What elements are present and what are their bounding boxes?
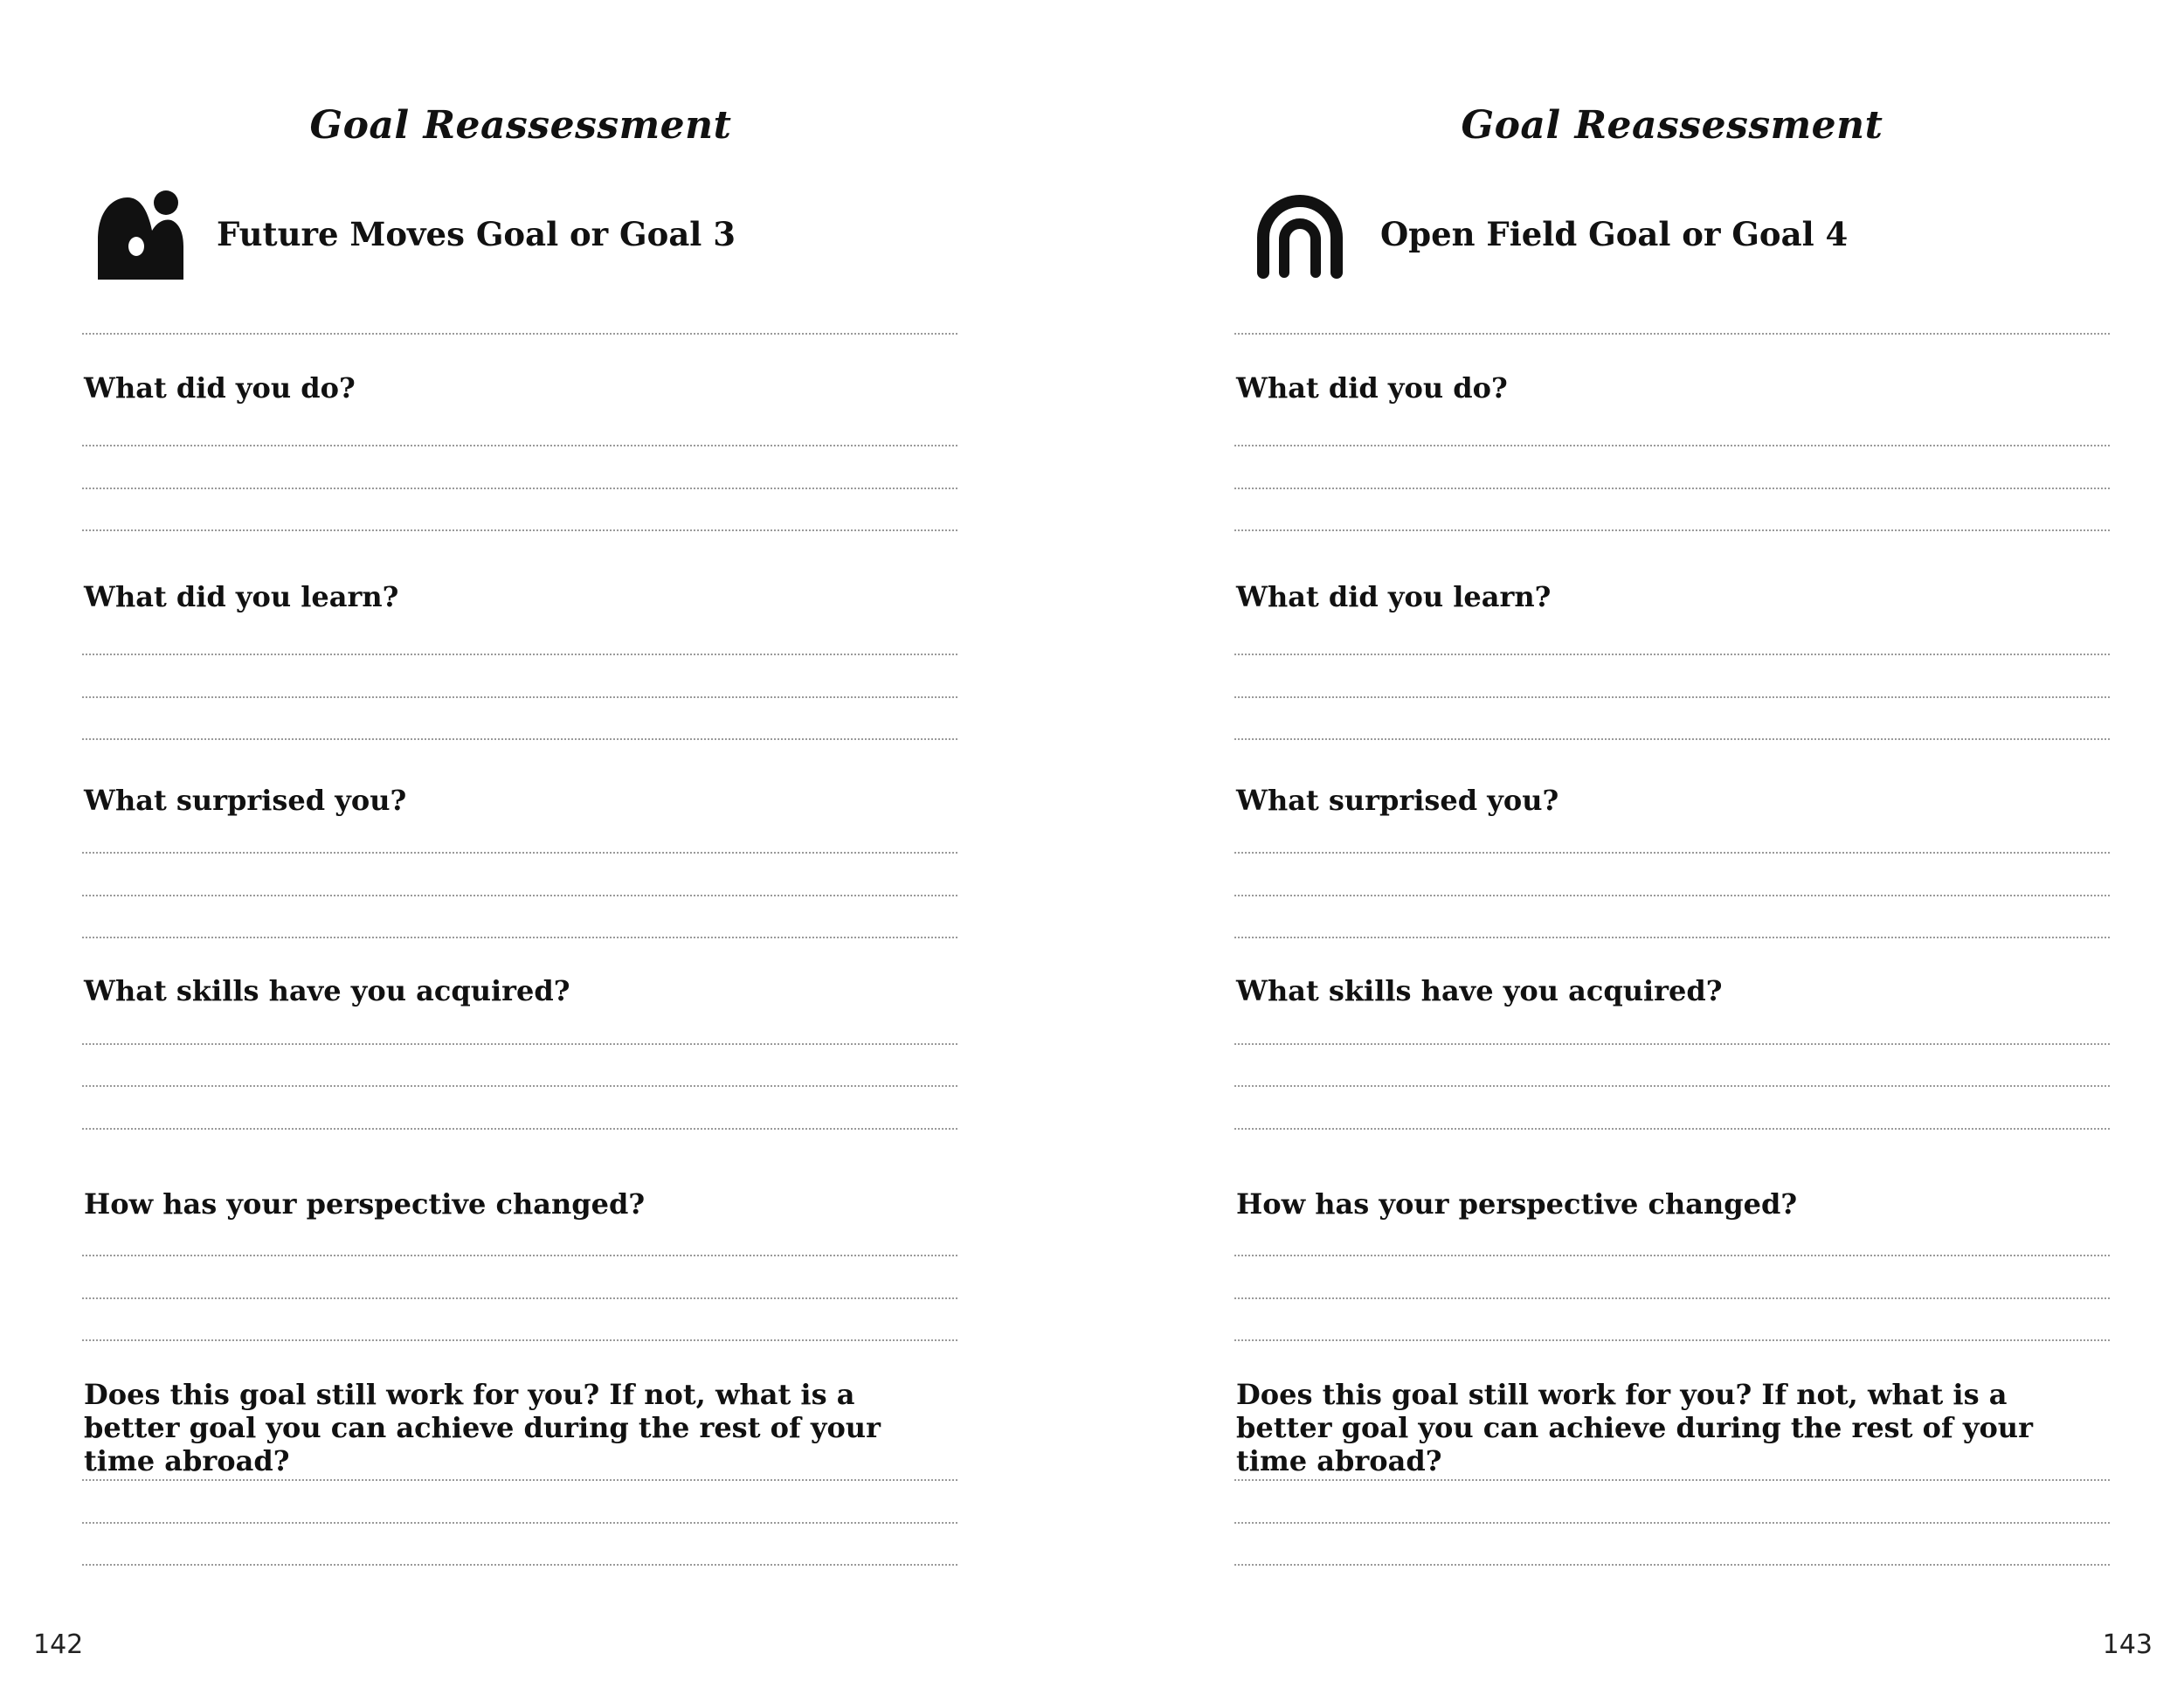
answer-line[interactable]	[82, 1255, 957, 1256]
answer-line[interactable]	[82, 696, 957, 698]
answer-line[interactable]	[1234, 852, 2110, 854]
answer-line[interactable]	[82, 1085, 957, 1087]
goal-title: Future Moves Goal or Goal 3	[217, 215, 736, 253]
answer-line[interactable]	[1234, 1564, 2110, 1566]
question-skills-acquired: What skills have you acquired?	[84, 974, 570, 1007]
question-goal-still-works: Does this goal still work for you? If not, what is a better goal you can achieve during the rest of your time abroad?	[84, 1378, 881, 1477]
answer-line[interactable]	[82, 738, 957, 740]
answer-line[interactable]	[1234, 738, 2110, 740]
answer-line[interactable]	[82, 654, 957, 655]
page-title: Goal Reassessment	[1461, 103, 1883, 148]
answer-line[interactable]	[82, 895, 957, 896]
answer-line[interactable]	[1234, 529, 2110, 531]
answer-line[interactable]	[82, 445, 957, 446]
answer-line[interactable]	[82, 1522, 957, 1524]
page-title: Goal Reassessment	[309, 103, 732, 148]
rainbow-arch-icon	[1254, 185, 1345, 283]
question-perspective-changed: How has your perspective changed?	[84, 1187, 646, 1221]
question-what-did-you-learn: What did you learn?	[1236, 580, 1552, 613]
answer-line[interactable]	[1234, 895, 2110, 896]
answer-line[interactable]	[1234, 696, 2110, 698]
answer-line[interactable]	[82, 1339, 957, 1341]
hills-sun-icon	[94, 185, 185, 283]
answer-line[interactable]	[82, 1564, 957, 1566]
answer-line[interactable]	[1234, 1522, 2110, 1524]
question-what-did-you-learn: What did you learn?	[84, 580, 399, 613]
question-what-surprised-you: What surprised you?	[84, 784, 407, 817]
question-goal-still-works: Does this goal still work for you? If not, what is a better goal you can achieve during the rest of your time abroad?	[1236, 1378, 2033, 1477]
question-what-did-you-do: What did you do?	[1236, 371, 1508, 405]
answer-line[interactable]	[82, 488, 957, 489]
answer-line[interactable]	[82, 529, 957, 531]
goal-title: Open Field Goal or Goal 4	[1380, 215, 1849, 253]
answer-line[interactable]	[1234, 1128, 2110, 1130]
question-what-surprised-you: What surprised you?	[1236, 784, 1559, 817]
goal-header	[94, 185, 736, 283]
question-skills-acquired: What skills have you acquired?	[1236, 974, 1723, 1007]
answer-line[interactable]	[1234, 654, 2110, 655]
page-number: 143	[2102, 1629, 2153, 1660]
answer-line[interactable]	[1234, 445, 2110, 446]
answer-line[interactable]	[82, 937, 957, 938]
answer-line[interactable]	[1234, 333, 2110, 335]
answer-line[interactable]	[1234, 1339, 2110, 1341]
answer-line[interactable]	[1234, 937, 2110, 938]
answer-line[interactable]	[82, 1043, 957, 1045]
answer-line[interactable]	[1234, 1297, 2110, 1299]
question-perspective-changed: How has your perspective changed?	[1236, 1187, 1798, 1221]
answer-line[interactable]	[1234, 1043, 2110, 1045]
page-number: 142	[33, 1629, 84, 1660]
question-what-did-you-do: What did you do?	[84, 371, 356, 405]
answer-line[interactable]	[82, 1297, 957, 1299]
answer-line[interactable]	[1234, 1085, 2110, 1087]
answer-line[interactable]	[82, 1128, 957, 1130]
right-page	[1092, 0, 2184, 1688]
goal-header	[1254, 185, 1848, 283]
answer-line[interactable]	[82, 1479, 957, 1481]
answer-line[interactable]	[82, 333, 957, 335]
answer-line[interactable]	[82, 852, 957, 854]
answer-line[interactable]	[1234, 488, 2110, 489]
answer-line[interactable]	[1234, 1255, 2110, 1256]
answer-line[interactable]	[1234, 1479, 2110, 1481]
